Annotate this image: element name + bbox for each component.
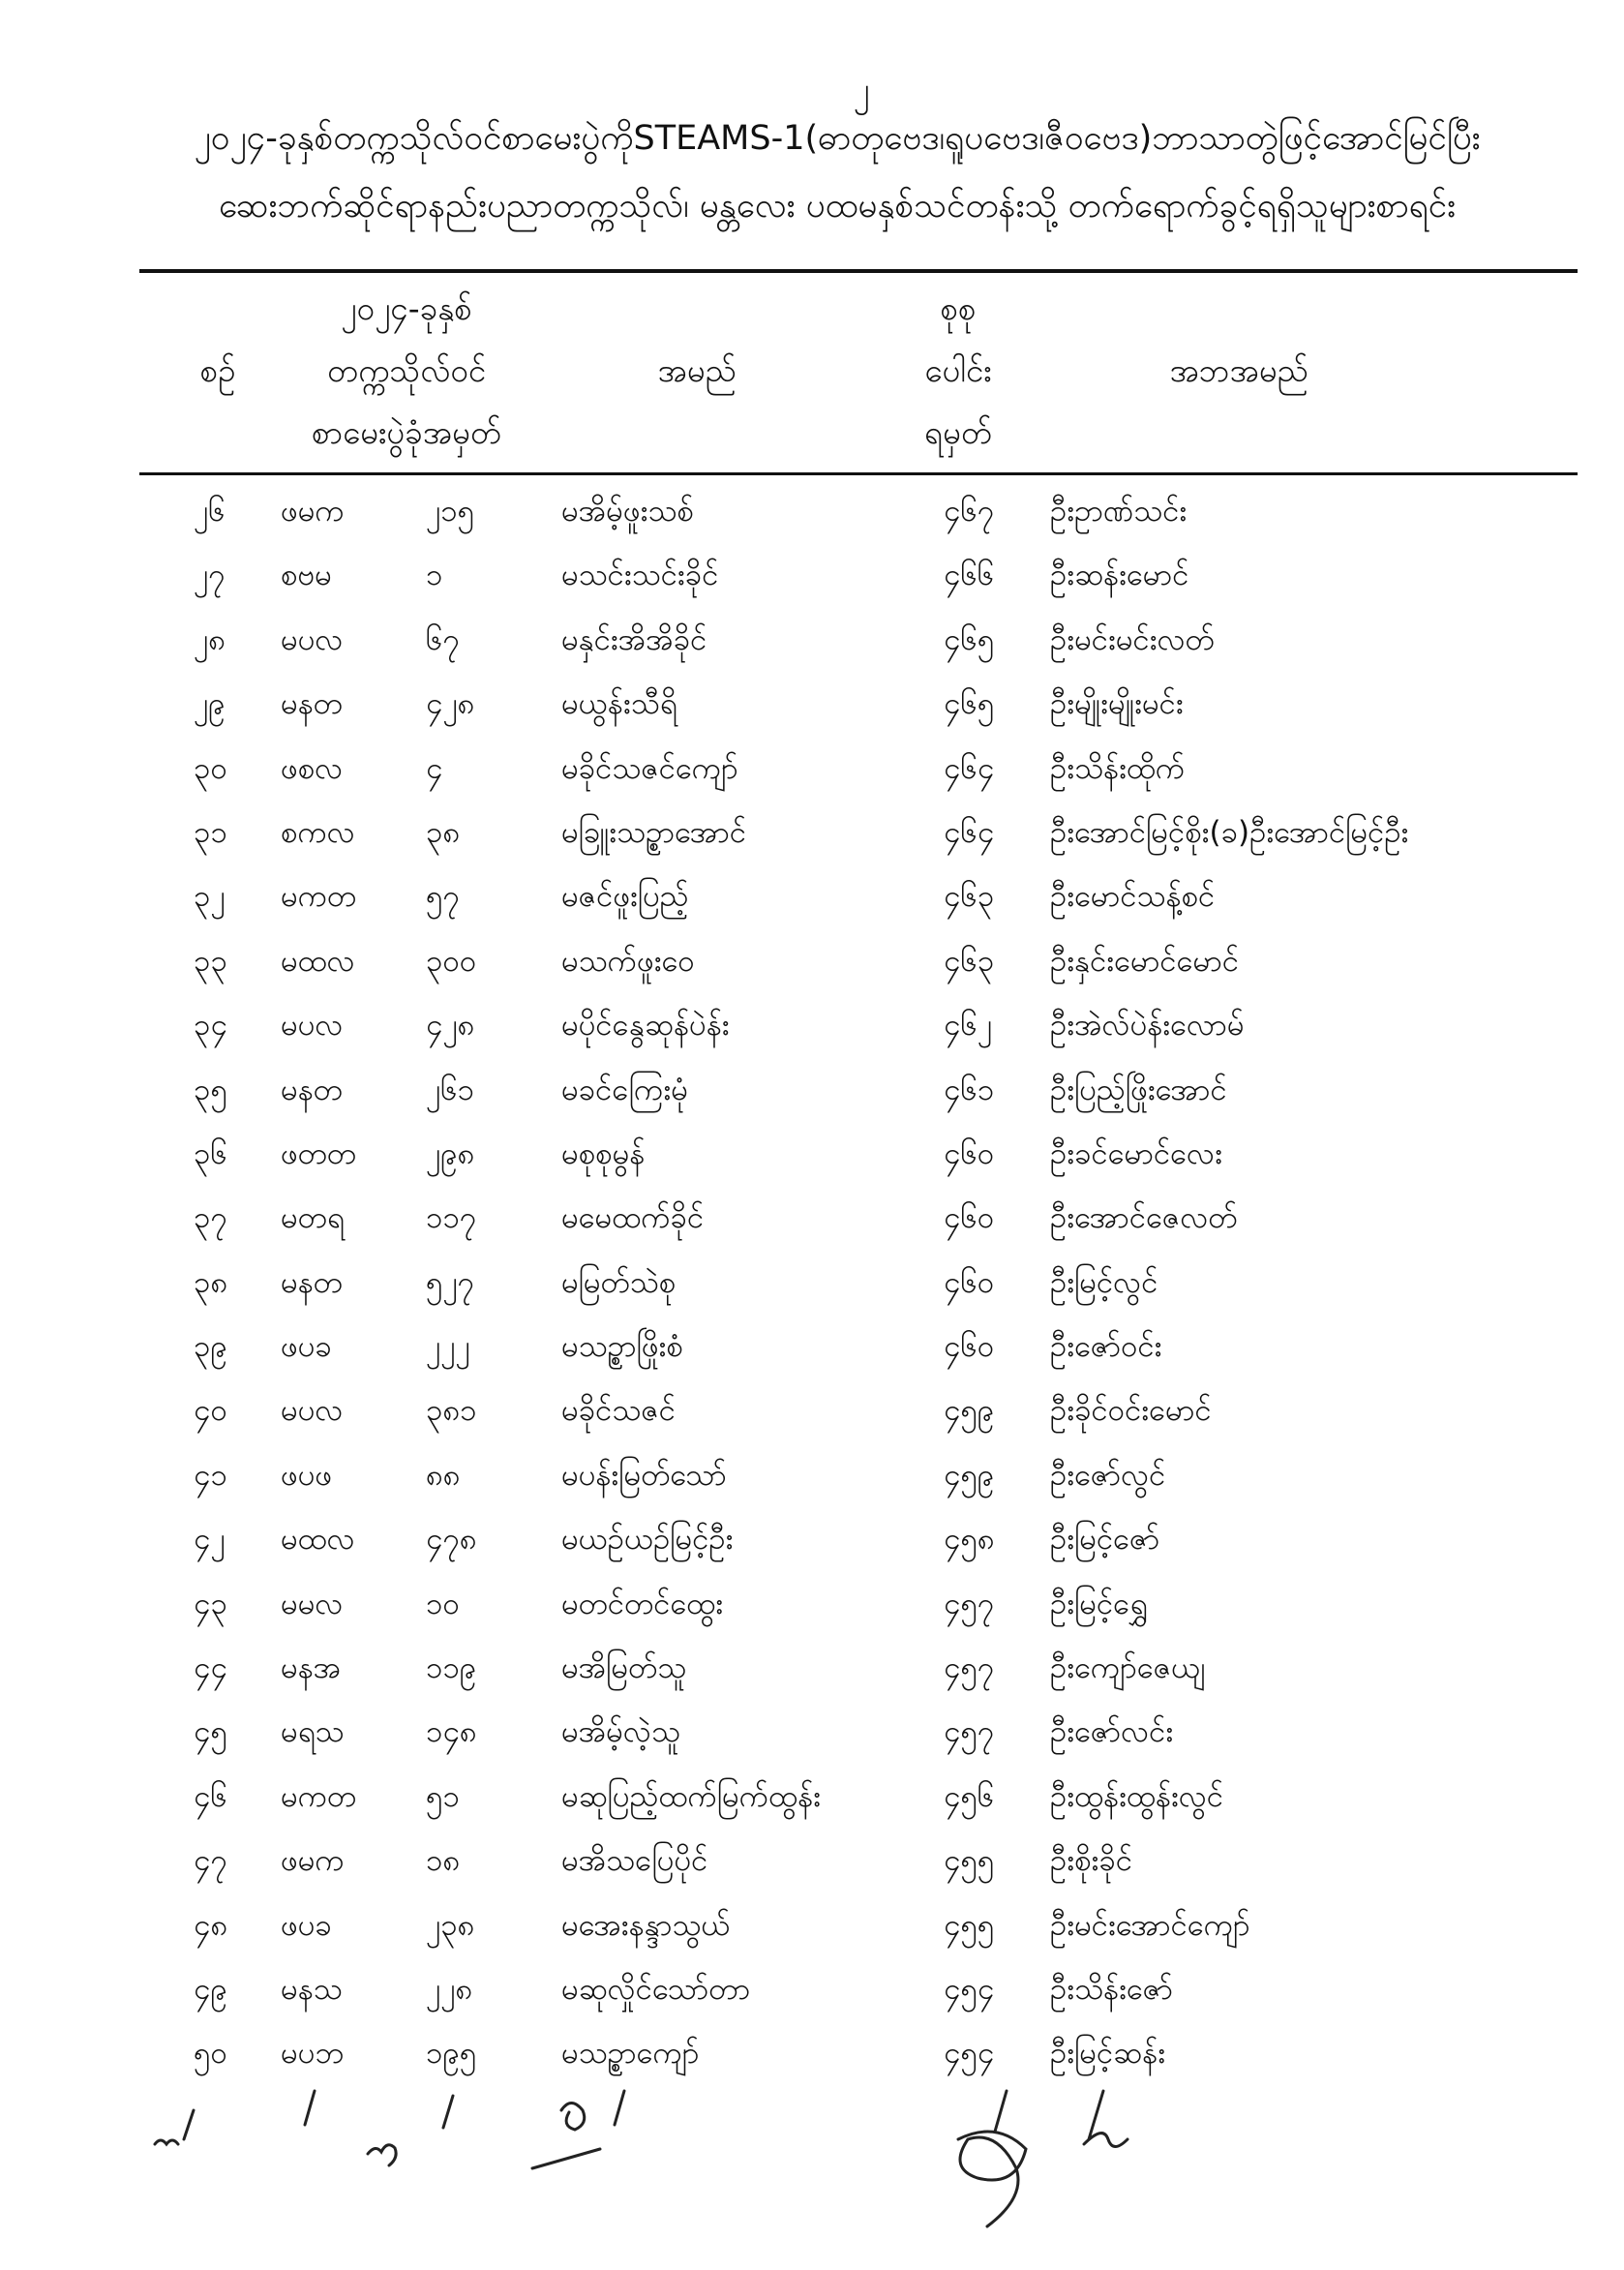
cell-father-name: ဦးဇော်ဝင်း xyxy=(1050,1329,1162,1365)
table-row xyxy=(0,1898,1624,1962)
cell-exam-code: ဖပခ xyxy=(281,1907,332,1943)
cell-father-name: ဦးခင်မောင်လေး xyxy=(1050,1135,1222,1171)
cell-exam-number: ၁၈ xyxy=(426,1843,461,1879)
signature-mark-3 xyxy=(368,2096,453,2165)
cell-exam-code: မနတ xyxy=(281,1072,343,1107)
cell-exam-number: ၁၀ xyxy=(426,1586,460,1621)
cell-total-score: ၄၅၇ xyxy=(944,1586,995,1621)
cell-exam-code: မရသ xyxy=(281,1714,345,1750)
table-row xyxy=(0,613,1624,677)
header-father-name: အဘအမည် xyxy=(1169,351,1308,389)
cell-exam-number: ၃၈ xyxy=(426,814,461,850)
cell-exam-code: ဖစလ xyxy=(281,750,344,786)
cell-total-score: ၄၆၀ xyxy=(944,1264,995,1300)
cell-father-name: ဦးပြည့်ဖြိုးအောင် xyxy=(1050,1072,1227,1107)
cell-total-score: ၄၆၄ xyxy=(944,814,995,850)
cell-father-name: ဦးဇော်လင်း xyxy=(1050,1714,1174,1750)
cell-exam-code: မကတ xyxy=(281,1778,357,1814)
cell-exam-code: မနတ xyxy=(281,1264,343,1300)
signature-mark-6 xyxy=(1084,2091,1128,2147)
cell-exam-number: ၃၈၁ xyxy=(426,1393,477,1429)
cell-exam-number: ၂၆၁ xyxy=(426,1072,475,1107)
cell-name: မဆုပြည့်ထက်မြက်ထွန်း xyxy=(561,1778,821,1814)
table-row xyxy=(0,1448,1624,1512)
table-row xyxy=(0,805,1624,869)
cell-father-name: ဦးခိုင်ဝင်းမောင် xyxy=(1050,1393,1212,1429)
cell-serial-no: ၃၂ xyxy=(194,879,226,915)
cell-serial-no: ၄၈ xyxy=(194,1907,228,1943)
cell-total-score: ၄၆၇ xyxy=(944,494,995,529)
cell-serial-no: ၃၁ xyxy=(194,814,227,850)
cell-exam-code: ဖတတ xyxy=(281,1135,357,1171)
table-row xyxy=(0,1770,1624,1833)
cell-serial-no: ၄၉ xyxy=(194,1971,227,2007)
cell-serial-no: ၂၇ xyxy=(194,558,226,593)
cell-total-score: ၄၅၅ xyxy=(944,1843,995,1879)
table-row xyxy=(0,1063,1624,1127)
header-score-line-2: ပေါင်း xyxy=(924,351,992,389)
cell-total-score: ၄၅၇ xyxy=(944,1714,995,1750)
cell-father-name: ဦးမင်းမင်းလတ် xyxy=(1050,621,1215,657)
cell-serial-no: ၄၁ xyxy=(194,1457,227,1493)
cell-exam-number: ၅၁ xyxy=(426,1778,460,1814)
cell-father-name: ဦးစိုးခိုင် xyxy=(1050,1843,1133,1879)
cell-total-score: ၄၆၁ xyxy=(944,1072,995,1107)
header-exam-line-3: စာမေးပွဲခုံအမှတ် xyxy=(312,413,501,451)
table-row xyxy=(0,742,1624,805)
signature-mark-5 xyxy=(958,2091,1026,2226)
cell-exam-code: မမလ xyxy=(281,1586,344,1621)
cell-exam-code: မထလ xyxy=(281,943,355,979)
cell-serial-no: ၂၈ xyxy=(194,621,226,657)
table-row xyxy=(0,869,1624,933)
cell-total-score: ၄၅၉ xyxy=(944,1457,995,1493)
table-row xyxy=(0,1127,1624,1191)
table-row xyxy=(0,1705,1624,1769)
table-row xyxy=(0,677,1624,741)
cell-serial-no: ၃၀ xyxy=(194,750,227,786)
table-header-rule xyxy=(139,472,1578,475)
cell-exam-code: ဖပခ xyxy=(281,1329,332,1365)
table-row xyxy=(0,934,1624,998)
cell-exam-code: မပဘ xyxy=(281,2036,345,2072)
cell-total-score: ၄၆၂ xyxy=(944,1008,993,1044)
cell-exam-number: ၅၂၇ xyxy=(426,1264,475,1300)
cell-exam-number: ၁၁၉ xyxy=(426,1650,477,1686)
cell-exam-code: စကလ xyxy=(281,814,355,850)
cell-exam-code: မကတ xyxy=(281,879,357,915)
cell-exam-number: ၄ xyxy=(426,750,443,786)
cell-exam-number: ၂၉၈ xyxy=(426,1135,475,1171)
cell-name: မဆုလှိုင်သော်တာ xyxy=(561,1971,751,2007)
cell-serial-no: ၄၇ xyxy=(194,1843,227,1879)
cell-name: မအိမြတ်သူ xyxy=(561,1650,687,1686)
cell-name: မပိုင်နွေဆုန်ပဲန်း xyxy=(561,1008,730,1044)
table-row xyxy=(0,1256,1624,1319)
cell-exam-code: မနအ xyxy=(281,1650,342,1686)
cell-exam-number: ၁ xyxy=(426,558,443,593)
cell-father-name: ဦးဥာဏ်သင်း xyxy=(1050,494,1188,529)
cell-serial-no: ၃၄ xyxy=(194,1008,227,1044)
cell-serial-no: ၃၈ xyxy=(194,1264,228,1300)
cell-serial-no: ၂၆ xyxy=(194,494,226,529)
cell-exam-number: ၂၃၈ xyxy=(426,1907,475,1943)
cell-exam-code: မပလ xyxy=(281,1393,344,1429)
cell-exam-number: ၆၇ xyxy=(426,621,460,657)
cell-total-score: ၄၅၇ xyxy=(944,1650,995,1686)
signatures-image xyxy=(145,2072,1210,2265)
cell-exam-code: ဖမက xyxy=(281,494,345,529)
document-title-line-1: ၂၀၂၄-ခုနှစ်တက္ကသိုလ်ဝင်စာမေးပွဲကိုSTEAMS-1(ဓာတုဗေဒ၊ရူပဗေဒ၊ဇီဝဗေဒ)ဘာသာတွဲဖြင့်အောင်မြင်ပြီး xyxy=(194,119,1481,158)
document-title-line-2: ဆေးဘက်ဆိုင်ရာနည်းပညာတက္ကသိုလ်၊ မန္တလေး ပထမနှစ်သင်တန်းသို့ တက်ရောက်ခွင့်ရရှိသူများစာရင်း xyxy=(219,187,1456,226)
cell-father-name: ဦးဇော်လွင် xyxy=(1050,1457,1166,1493)
cell-name: မစုစုမွန် xyxy=(561,1135,646,1171)
cell-serial-no: ၅၀ xyxy=(194,2036,227,2072)
cell-exam-number: ၄၂၈ xyxy=(426,1008,475,1044)
cell-name: မခြူးသဥ္စာအောင် xyxy=(561,814,747,850)
cell-father-name: ဦးနှင်းမောင်မောင် xyxy=(1050,943,1240,979)
cell-serial-no: ၄၅ xyxy=(194,1714,227,1750)
cell-total-score: ၄၅၄ xyxy=(944,1971,995,2007)
cell-serial-no: ၄၆ xyxy=(194,1778,227,1814)
cell-total-score: ၄၆၄ xyxy=(944,750,995,786)
header-name: အမည် xyxy=(657,351,737,389)
cell-total-score: ၄၅၈ xyxy=(944,1522,995,1558)
table-row xyxy=(0,1833,1624,1897)
cell-total-score: ၄၅၅ xyxy=(944,1907,995,1943)
cell-total-score: ၄၅၆ xyxy=(944,1778,995,1814)
cell-name: မခိုင်သဇင်ကျော် xyxy=(561,750,738,786)
cell-father-name: ဦးမြင့်လွင် xyxy=(1050,1264,1158,1300)
cell-exam-number: ၁၄၈ xyxy=(426,1714,477,1750)
cell-name: မခိုင်သဇင် xyxy=(561,1393,676,1429)
cell-exam-number: ၄၂၈ xyxy=(426,686,475,722)
cell-name: မခင်ကြေးမုံ xyxy=(561,1072,688,1107)
cell-father-name: ဦးအောင်မြင့်စိုး(ခ)ဦးအောင်မြင့်ဦး xyxy=(1050,814,1409,850)
cell-father-name: ဦးမြင့်ဇော် xyxy=(1050,1522,1160,1558)
header-exam-line-2: တက္ကသိုလ်ဝင် xyxy=(326,351,487,389)
cell-name: မအိမ့်ဖူးသစ် xyxy=(561,494,694,529)
cell-serial-no: ၃၃ xyxy=(194,943,227,979)
cell-total-score: ၄၆၃ xyxy=(944,943,995,979)
table-top-rule xyxy=(139,269,1578,273)
cell-serial-no: ၃၅ xyxy=(194,1072,227,1107)
cell-father-name: ဦးအဲလ်ပဲန်းလောမ် xyxy=(1050,1008,1245,1044)
cell-exam-number: ၃၀၀ xyxy=(426,943,477,979)
cell-serial-no: ၂၉ xyxy=(194,686,226,722)
cell-name: မယဉ်ယဉ်မြင့်ဦး xyxy=(561,1522,734,1558)
cell-exam-number: ၁၁၇ xyxy=(426,1200,477,1236)
cell-father-name: ဦးမြင့်ရွှေ xyxy=(1050,1586,1148,1621)
cell-father-name: ဦးမျိုးမျိုးမင်း xyxy=(1050,686,1184,722)
table-row xyxy=(0,484,1624,548)
cell-father-name: ဦးထွန်းထွန်းလွင် xyxy=(1050,1778,1224,1814)
cell-total-score: ၄၆၀ xyxy=(944,1329,995,1365)
cell-name: မနှင်းအိအိခိုင် xyxy=(561,621,707,657)
signature-mark-2 xyxy=(305,2091,315,2125)
cell-exam-number: ၂၂၂ xyxy=(426,1329,470,1365)
cell-father-name: ဦးသိန်းထိုက် xyxy=(1050,750,1186,786)
header-exam-line-1: ၂၀၂၄-ခုနှစ် xyxy=(341,289,472,327)
cell-total-score: ၄၆၅ xyxy=(944,686,995,722)
cell-father-name: ဦးသိန်းဇော် xyxy=(1050,1971,1173,2007)
header-score-line-3: ရမှတ် xyxy=(924,413,992,451)
cell-serial-no: ၄၄ xyxy=(194,1650,227,1686)
cell-name: မသက်ဖူးဝေ xyxy=(561,943,695,979)
table-row xyxy=(0,1577,1624,1641)
cell-total-score: ၄၆၅ xyxy=(944,621,995,657)
cell-name: မမြတ်သဲစု xyxy=(561,1264,677,1300)
cell-name: မသင်းသင်းခိုင် xyxy=(561,558,719,593)
cell-exam-number: ၄၇၈ xyxy=(426,1522,477,1558)
table-row xyxy=(0,1383,1624,1447)
cell-total-score: ၄၆၃ xyxy=(944,879,995,915)
table-row xyxy=(0,1962,1624,2026)
table-row xyxy=(0,1191,1624,1255)
cell-total-score: ၄၆၀ xyxy=(944,1200,995,1236)
cell-father-name: ဦးအောင်ဇေလတ် xyxy=(1050,1200,1238,1236)
cell-exam-number: ၂၂၈ xyxy=(426,1971,473,2007)
header-serial-no: စဉ် xyxy=(199,351,236,389)
cell-serial-no: ၃၇ xyxy=(194,1200,227,1236)
cell-serial-no: ၄၃ xyxy=(194,1586,227,1621)
cell-serial-no: ၄၀ xyxy=(194,1393,227,1429)
cell-exam-number: ၂၁၅ xyxy=(426,494,475,529)
cell-name: မဇင်ဖူးပြည့် xyxy=(561,879,689,915)
cell-total-score: ၄၅၄ xyxy=(944,2036,995,2072)
page-number: ၂ xyxy=(853,71,870,109)
cell-exam-number: ၁၉၅ xyxy=(426,2036,477,2072)
cell-father-name: ဦးဆန်းမောင် xyxy=(1050,558,1189,593)
cell-name: မအိမ့်လဲ့သူ xyxy=(561,1714,680,1750)
cell-serial-no: ၃၉ xyxy=(194,1329,227,1365)
cell-exam-code: မနသ xyxy=(281,1971,343,2007)
cell-name: မအေးနန္ဒာသွယ် xyxy=(561,1907,731,1943)
cell-name: မပန်းမြတ်သော် xyxy=(561,1457,727,1493)
table-row xyxy=(0,998,1624,1062)
cell-exam-code: ဖမက xyxy=(281,1843,345,1879)
signature-mark-1 xyxy=(155,2110,194,2144)
cell-father-name: ဦးမင်းအောင်ကျော် xyxy=(1050,1907,1250,1943)
table-row xyxy=(0,1641,1624,1705)
cell-name: မသဥ္စာကျော် xyxy=(561,2036,700,2072)
cell-exam-code: ဖပဖ xyxy=(281,1457,333,1493)
cell-serial-no: ၃၆ xyxy=(194,1135,227,1171)
cell-name: မယွန်းသီရိ xyxy=(561,686,677,722)
cell-exam-code: မထလ xyxy=(281,1522,355,1558)
cell-father-name: ဦးကျော်ဇေယျ xyxy=(1050,1650,1206,1686)
header-score-line-1: စုစု xyxy=(940,289,977,327)
cell-total-score: ၄၆၆ xyxy=(944,558,995,593)
cell-exam-code: စဗမ xyxy=(281,558,332,593)
cell-name: မမေထက်ခိုင် xyxy=(561,1200,705,1236)
table-body xyxy=(0,484,1624,2091)
cell-name: မသဥ္စာဖြိုးစံ xyxy=(561,1329,683,1365)
cell-exam-code: မပလ xyxy=(281,1008,344,1044)
table-row xyxy=(0,1319,1624,1383)
cell-exam-code: မနတ xyxy=(281,686,343,722)
cell-total-score: ၄၅၉ xyxy=(944,1393,995,1429)
cell-exam-code: မပလ xyxy=(281,621,344,657)
table-row xyxy=(0,1512,1624,1576)
cell-exam-code: မတရ xyxy=(281,1200,345,1236)
cell-serial-no: ၄၂ xyxy=(194,1522,226,1558)
signature-mark-4 xyxy=(532,2091,624,2168)
cell-exam-number: ၈၈ xyxy=(426,1457,461,1493)
cell-total-score: ၄၆၀ xyxy=(944,1135,995,1171)
table-row xyxy=(0,548,1624,612)
cell-name: မအိသပြေပိုင် xyxy=(561,1843,708,1879)
cell-exam-number: ၅၇ xyxy=(426,879,460,915)
cell-father-name: ဦးမောင်သန့်စင် xyxy=(1050,879,1216,915)
cell-father-name: ဦးမြင့်ဆန်း xyxy=(1050,2036,1166,2072)
cell-name: မတင်တင်ထွေး xyxy=(561,1586,724,1621)
